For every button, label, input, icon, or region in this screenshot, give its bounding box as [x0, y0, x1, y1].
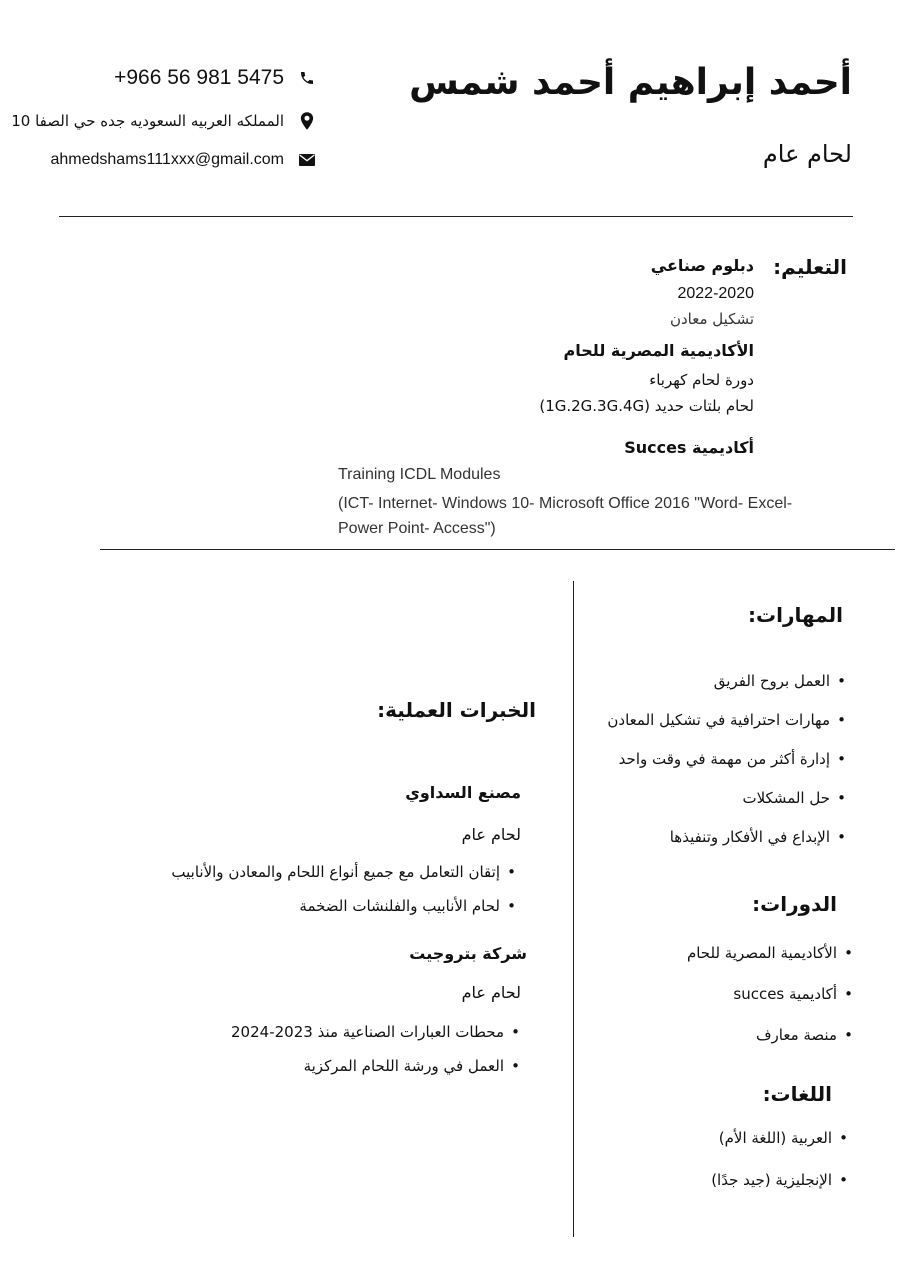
edu-detail-2a: دورة لحام كهرباء [649, 371, 754, 389]
skill-item: العمل بروح الفريق • [607, 672, 830, 690]
skills-list [607, 672, 830, 846]
course-item: الأكاديمية المصرية للحام • [687, 944, 837, 962]
skill-item: حل المشكلات • [607, 789, 830, 807]
course-item: منصة معارف • [687, 1026, 837, 1044]
column-divider [573, 581, 574, 1237]
languages-heading: اللغات: [762, 1082, 832, 1106]
edu-detail-3a: Training ICDL Modules [338, 466, 501, 483]
candidate-name: أحمد إبراهيم أحمد شمس [409, 62, 852, 103]
job-bullets-1 [171, 863, 500, 915]
skill-item: مهارات احترافية في تشكيل المعادن • [607, 711, 830, 729]
section-divider [100, 549, 895, 550]
edu-title-2: الأكاديمية المصرية للحام [563, 341, 754, 360]
edu-detail-1: تشكيل معادن [669, 310, 754, 328]
company-name-2: شركة بتروجيت [409, 944, 527, 963]
job-bullet: العمل في ورشة اللحام المركزية • [231, 1057, 504, 1075]
phone-row [114, 66, 316, 90]
phone-icon [298, 69, 316, 87]
edu-detail-2b: لحام بلتات حديد (1G.2G.3G.4G) [539, 397, 754, 415]
envelope-icon [298, 151, 316, 169]
address-text: المملكه العربيه السعوديه جده حي الصفا 10 [11, 112, 284, 130]
phone-number[interactable]: +966 56 981 5475 [114, 66, 284, 89]
job-title: لحام عام [762, 140, 852, 168]
edu-detail-3c: Power Point- Access") [338, 520, 496, 537]
edu-detail-3b: (ICT- Internet- Windows 10- Microsoft Office 2016 "Word- Excel- [338, 495, 793, 512]
skill-item: الإبداع في الأفكار وتنفيذها • [607, 828, 830, 846]
language-item: العربية (اللغة الأم) • [711, 1129, 832, 1147]
job-bullet: محطات العبارات الصناعية منذ 2023-2024 • [231, 1023, 504, 1041]
courses-heading: الدورات: [752, 892, 837, 916]
job-role-1: لحام عام [461, 825, 521, 844]
education-heading: التعليم: [773, 255, 847, 279]
company-name-1: مصنع السداوي [405, 783, 521, 802]
job-bullets-2 [231, 1023, 504, 1075]
job-role-2: لحام عام [461, 983, 521, 1002]
address-row [11, 112, 316, 130]
location-pin-icon [298, 112, 316, 130]
email-row [50, 151, 316, 169]
edu-title-3: أكاديمية Succes [624, 438, 754, 457]
job-bullet: إتقان التعامل مع جميع أنواع اللحام والمعادن والأنابيب • [171, 863, 500, 881]
course-item: أكاديمية succes • [687, 985, 837, 1003]
skills-heading: المهارات: [748, 603, 843, 627]
skill-item: إدارة أكثر من مهمة في وقت واحد • [607, 750, 830, 768]
header-divider [59, 216, 853, 217]
email-address[interactable]: ahmedshams111xxx@gmail.com [50, 151, 284, 168]
language-item: الإنجليزية (جيد جدًا) • [711, 1171, 832, 1189]
experience-heading: الخبرات العملية: [377, 698, 536, 722]
job-bullet: لحام الأنابيب والفلنشات الضخمة • [171, 897, 500, 915]
edu-title-1: دبلوم صناعي [650, 256, 754, 275]
courses-list [687, 944, 837, 1044]
edu-dates-1: 2022-2020 [677, 285, 754, 302]
languages-list [711, 1129, 832, 1189]
